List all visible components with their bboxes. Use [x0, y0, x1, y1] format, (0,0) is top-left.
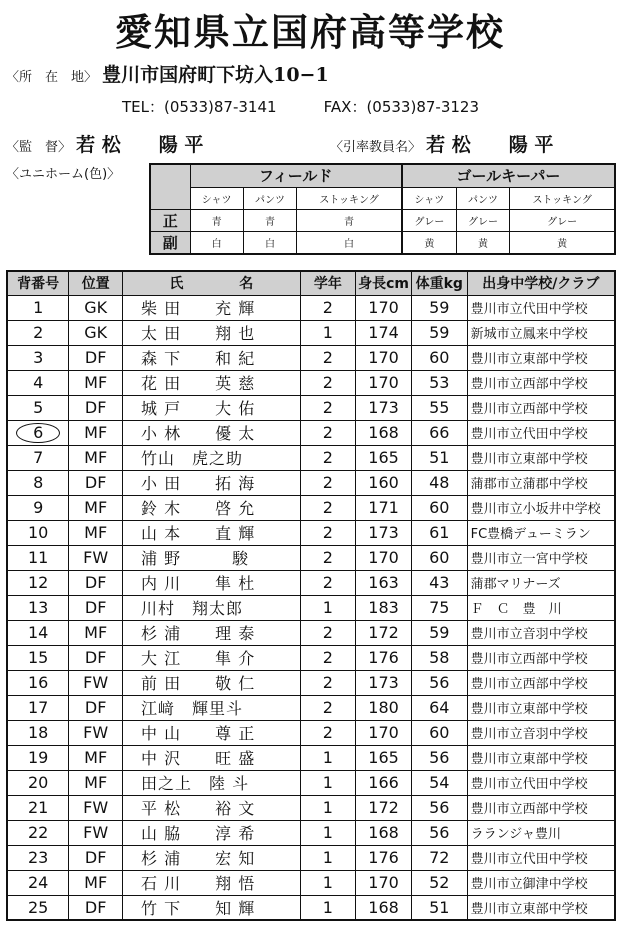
player-school: 豊川市立東部中学校	[467, 745, 615, 770]
player-height: 176	[356, 645, 412, 670]
player-weight: 59	[411, 620, 467, 645]
address-value: 豊川市国府町下坊入10−1	[102, 64, 329, 86]
player-position: DF	[69, 845, 123, 870]
player-height: 173	[356, 395, 412, 420]
player-height: 170	[356, 295, 412, 320]
table-row	[7, 670, 615, 695]
player-position: DF	[69, 345, 123, 370]
player-name: 平 松 裕 文	[123, 795, 301, 820]
player-number: 8	[7, 470, 69, 495]
player-height: 170	[356, 870, 412, 895]
table-row	[7, 770, 615, 795]
player-weight: 60	[411, 720, 467, 745]
player-height: 173	[356, 520, 412, 545]
player-weight: 52	[411, 870, 467, 895]
table-row	[7, 295, 615, 320]
player-grade: 2	[300, 470, 356, 495]
player-name: 花 田 英 慈	[123, 370, 301, 395]
player-number: 1	[7, 295, 69, 320]
table-row	[7, 695, 615, 720]
player-school: 豊川市立音羽中学校	[467, 720, 615, 745]
player-number: 16	[7, 670, 69, 695]
player-weight: 60	[411, 545, 467, 570]
player-position: DF	[69, 395, 123, 420]
player-number: 18	[7, 720, 69, 745]
player-position: DF	[69, 470, 123, 495]
player-weight: 56	[411, 670, 467, 695]
player-weight: 60	[411, 495, 467, 520]
player-position: GK	[69, 320, 123, 345]
player-name: 柴 田 充 輝	[123, 295, 301, 320]
player-position: FW	[69, 720, 123, 745]
player-grade: 2	[300, 345, 356, 370]
uniform-color-cell: 青	[297, 209, 402, 231]
player-grade: 2	[300, 295, 356, 320]
player-grade: 2	[300, 620, 356, 645]
gk-header: ゴールキーパー	[402, 164, 615, 187]
player-name: 中 沢 旺 盛	[123, 745, 301, 770]
player-grade: 2	[300, 545, 356, 570]
player-height: 176	[356, 845, 412, 870]
player-school: 豊川市立西部中学校	[467, 370, 615, 395]
table-row	[7, 370, 615, 395]
player-number: 10	[7, 520, 69, 545]
player-grade: 2	[300, 570, 356, 595]
player-number	[7, 420, 69, 445]
player-school: 豊川市立小坂井中学校	[467, 495, 615, 520]
player-school: 豊川市立西部中学校	[467, 795, 615, 820]
table-row	[7, 420, 615, 445]
uniform-color-cell: グレー	[510, 209, 615, 231]
player-weight: 51	[411, 445, 467, 470]
height-header: 身長cm	[356, 271, 412, 295]
uniform-subheader: ストッキング	[297, 187, 402, 209]
player-number: 22	[7, 820, 69, 845]
player-school: 豊川市立東部中学校	[467, 695, 615, 720]
player-height: 163	[356, 570, 412, 595]
player-grade: 1	[300, 820, 356, 845]
uniform-label-row	[6, 163, 120, 182]
player-weight: 54	[411, 770, 467, 795]
player-number: 19	[7, 745, 69, 770]
player-name: 森 下 和 紀	[123, 345, 301, 370]
player-school: 豊川市立一宮中学校	[467, 545, 615, 570]
player-grade: 2	[300, 395, 356, 420]
player-weight: 72	[411, 845, 467, 870]
player-height: 171	[356, 495, 412, 520]
player-name: 城 戸 大 佑	[123, 395, 301, 420]
player-number: 7	[7, 445, 69, 470]
player-weight: 60	[411, 345, 467, 370]
player-school: ラランジャ豊川	[467, 820, 615, 845]
uniform-row-label: 副	[150, 231, 190, 254]
address-label: 〈所 在 地〉	[6, 70, 98, 85]
player-name: 山 本 直 輝	[123, 520, 301, 545]
player-school: 豊川市立御津中学校	[467, 870, 615, 895]
player-name: 前 田 敬 仁	[123, 670, 301, 695]
player-number: 25	[7, 895, 69, 920]
table-row	[7, 795, 615, 820]
player-grade: 2	[300, 720, 356, 745]
player-height: 168	[356, 820, 412, 845]
player-position: FW	[69, 545, 123, 570]
leader-row	[330, 130, 553, 157]
table-row	[7, 495, 615, 520]
player-height: 173	[356, 670, 412, 695]
leader-name: 若 松 陽 平	[426, 134, 554, 156]
player-position: MF	[69, 495, 123, 520]
player-name: 竹山 虎之助	[123, 445, 301, 470]
player-school: Ｆ Ｃ 豊 川	[467, 595, 615, 620]
player-position: GK	[69, 295, 123, 320]
player-height: 172	[356, 620, 412, 645]
uniform-color-cell: グレー	[402, 209, 456, 231]
director-label: 〈監 督〉	[6, 140, 72, 155]
player-name: 中 山 尊 正	[123, 720, 301, 745]
player-height: 174	[356, 320, 412, 345]
player-school: FC豊橋デューミラン	[467, 520, 615, 545]
player-school: 豊川市立西部中学校	[467, 645, 615, 670]
uniform-color-cell: 黄	[456, 231, 510, 254]
uniform-subheader: シャツ	[190, 187, 243, 209]
player-position: MF	[69, 745, 123, 770]
uniform-subheader: シャツ	[402, 187, 456, 209]
player-weight: 53	[411, 370, 467, 395]
player-school: 蒲郡マリナーズ	[467, 570, 615, 595]
contact-row	[122, 96, 479, 117]
player-position: DF	[69, 595, 123, 620]
uniform-subheader: パンツ	[456, 187, 510, 209]
grade-header: 学年	[300, 271, 356, 295]
player-height: 183	[356, 595, 412, 620]
table-row	[7, 345, 615, 370]
player-name: 江﨑 輝里斗	[123, 695, 301, 720]
player-weight: 59	[411, 320, 467, 345]
table-row	[7, 320, 615, 345]
player-weight: 56	[411, 745, 467, 770]
school-header: 出身中学校/クラブ	[467, 271, 615, 295]
player-number: 23	[7, 845, 69, 870]
uniform-color-cell: 白	[297, 231, 402, 254]
uniform-color-cell: グレー	[456, 209, 510, 231]
player-number: 24	[7, 870, 69, 895]
player-name: 石 川 翔 悟	[123, 870, 301, 895]
player-grade: 1	[300, 320, 356, 345]
table-row	[7, 745, 615, 770]
player-school: 豊川市立代田中学校	[467, 845, 615, 870]
table-row	[7, 395, 615, 420]
player-grade: 2	[300, 695, 356, 720]
player-number: 14	[7, 620, 69, 645]
player-weight: 56	[411, 795, 467, 820]
player-name: 竹 下 知 輝	[123, 895, 301, 920]
player-name: 内 川 隼 杜	[123, 570, 301, 595]
name-header: 氏 名	[123, 271, 301, 295]
player-number: 12	[7, 570, 69, 595]
table-row	[7, 545, 615, 570]
player-position: MF	[69, 620, 123, 645]
uniform-subheader: パンツ	[243, 187, 297, 209]
player-school: 豊川市立代田中学校	[467, 770, 615, 795]
player-school: 豊川市立音羽中学校	[467, 620, 615, 645]
player-weight: 58	[411, 645, 467, 670]
player-grade: 2	[300, 495, 356, 520]
roster-table	[6, 270, 616, 921]
player-height: 165	[356, 745, 412, 770]
player-grade: 1	[300, 895, 356, 920]
player-weight: 55	[411, 395, 467, 420]
player-weight: 66	[411, 420, 467, 445]
player-name: 大 江 隼 介	[123, 645, 301, 670]
uniform-color-cell: 青	[190, 209, 243, 231]
uniform-row-label: 正	[150, 209, 190, 231]
player-grade: 2	[300, 445, 356, 470]
table-row	[7, 470, 615, 495]
player-number: 15	[7, 645, 69, 670]
player-grade: 1	[300, 595, 356, 620]
uniform-color-table	[149, 163, 616, 255]
table-row	[7, 645, 615, 670]
player-name: 小 田 拓 海	[123, 470, 301, 495]
table-row	[7, 620, 615, 645]
player-position: FW	[69, 820, 123, 845]
player-school: 豊川市立東部中学校	[467, 345, 615, 370]
player-number: 11	[7, 545, 69, 570]
address-row	[6, 60, 329, 87]
player-weight: 56	[411, 820, 467, 845]
player-number: 2	[7, 320, 69, 345]
player-school: 豊川市立東部中学校	[467, 445, 615, 470]
player-grade: 1	[300, 795, 356, 820]
table-row	[7, 720, 615, 745]
player-number: 5	[7, 395, 69, 420]
player-name: 杉 浦 理 泰	[123, 620, 301, 645]
uniform-label: 〈ユニホーム(色)〉	[6, 167, 121, 182]
player-height: 168	[356, 420, 412, 445]
player-position: MF	[69, 520, 123, 545]
player-weight: 51	[411, 895, 467, 920]
player-weight: 59	[411, 295, 467, 320]
position-header: 位置	[69, 271, 123, 295]
uniform-color-cell: 白	[190, 231, 243, 254]
player-position: MF	[69, 870, 123, 895]
player-weight: 61	[411, 520, 467, 545]
player-school: 豊川市立代田中学校	[467, 295, 615, 320]
player-height: 170	[356, 545, 412, 570]
player-name: 太 田 翔 也	[123, 320, 301, 345]
table-row	[7, 870, 615, 895]
player-position: MF	[69, 420, 123, 445]
player-number: 13	[7, 595, 69, 620]
player-name: 川村 翔太郎	[123, 595, 301, 620]
player-name: 杉 浦 宏 知	[123, 845, 301, 870]
uniform-corner-cell	[150, 164, 190, 209]
player-grade: 1	[300, 870, 356, 895]
player-number: 17	[7, 695, 69, 720]
player-name: 浦 野 駿	[123, 545, 301, 570]
player-position: DF	[69, 570, 123, 595]
player-school: 豊川市立西部中学校	[467, 670, 615, 695]
player-name: 田之上 陸 斗	[123, 770, 301, 795]
table-row	[7, 595, 615, 620]
player-position: MF	[69, 370, 123, 395]
player-weight: 48	[411, 470, 467, 495]
player-grade: 2	[300, 370, 356, 395]
player-grade: 2	[300, 670, 356, 695]
player-position: MF	[69, 445, 123, 470]
player-name: 鈴 木 啓 允	[123, 495, 301, 520]
player-name: 山 脇 淳 希	[123, 820, 301, 845]
weight-header: 体重kg	[411, 271, 467, 295]
player-school: 新城市立鳳来中学校	[467, 320, 615, 345]
player-height: 160	[356, 470, 412, 495]
table-row	[7, 895, 615, 920]
player-height: 172	[356, 795, 412, 820]
uniform-color-cell: 青	[243, 209, 297, 231]
player-number: 20	[7, 770, 69, 795]
player-position: FW	[69, 795, 123, 820]
player-number: 3	[7, 345, 69, 370]
uniform-color-cell: 黄	[402, 231, 456, 254]
table-row	[7, 845, 615, 870]
table-row	[7, 570, 615, 595]
player-school: 豊川市立東部中学校	[467, 895, 615, 920]
table-row	[7, 820, 615, 845]
player-number: 9	[7, 495, 69, 520]
player-grade: 1	[300, 845, 356, 870]
uniform-subheader: ストッキング	[510, 187, 615, 209]
player-grade: 1	[300, 770, 356, 795]
director-row	[6, 130, 203, 157]
player-grade: 2	[300, 645, 356, 670]
player-height: 180	[356, 695, 412, 720]
school-title: 愛知県立国府高等学校	[115, 11, 505, 54]
player-position: FW	[69, 670, 123, 695]
player-school: 豊川市立西部中学校	[467, 395, 615, 420]
uniform-color-cell: 黄	[510, 231, 615, 254]
player-height: 166	[356, 770, 412, 795]
player-position: MF	[69, 770, 123, 795]
uniform-color-cell: 白	[243, 231, 297, 254]
player-number: 21	[7, 795, 69, 820]
tel-text: TEL：(0533)87-3141	[122, 98, 277, 116]
player-position: DF	[69, 695, 123, 720]
player-name: 小 林 優 太	[123, 420, 301, 445]
player-weight: 75	[411, 595, 467, 620]
player-height: 165	[356, 445, 412, 470]
player-grade: 2	[300, 520, 356, 545]
player-grade: 2	[300, 420, 356, 445]
player-position: DF	[69, 645, 123, 670]
player-height: 168	[356, 895, 412, 920]
player-height: 170	[356, 370, 412, 395]
player-school: 豊川市立代田中学校	[467, 420, 615, 445]
leader-label: 〈引率教員名〉	[330, 140, 422, 155]
player-grade: 1	[300, 745, 356, 770]
player-weight: 43	[411, 570, 467, 595]
number-header: 背番号	[7, 271, 69, 295]
player-weight: 64	[411, 695, 467, 720]
player-position: DF	[69, 895, 123, 920]
table-row	[7, 445, 615, 470]
player-height: 170	[356, 720, 412, 745]
director-name: 若 松 陽 平	[76, 134, 204, 156]
fax-text: FAX：(0533)87-3123	[323, 98, 479, 116]
player-number: 4	[7, 370, 69, 395]
player-school: 蒲郡市立蒲郡中学校	[467, 470, 615, 495]
field-header: フィールド	[190, 164, 402, 187]
circled-number: 6	[16, 423, 60, 443]
table-row	[7, 520, 615, 545]
player-height: 170	[356, 345, 412, 370]
